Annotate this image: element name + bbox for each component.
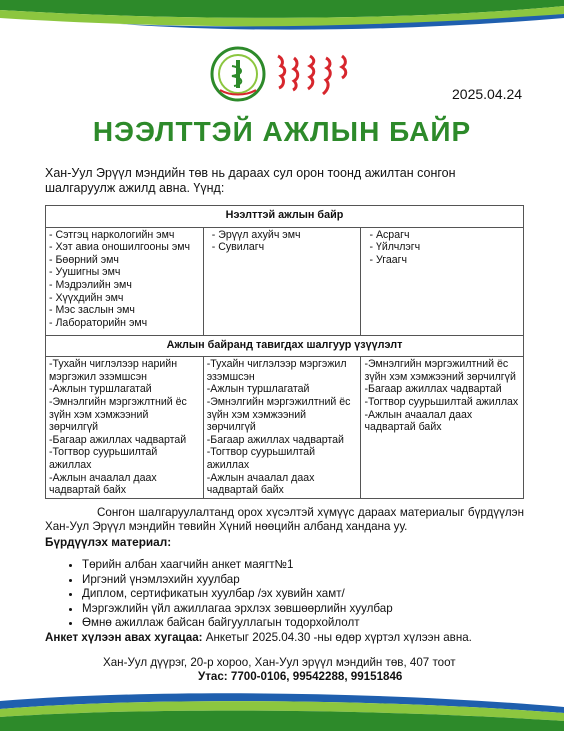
vacancies-header: Нээлттэй ажлын байр xyxy=(46,206,524,228)
page-title: НЭЭЛТТЭЙ АЖЛЫН БАЙР xyxy=(92,116,472,147)
material-item: • Төрийн албан хаагчийн анкет маягт№1 xyxy=(82,558,393,573)
requirement-item: -Ажлын туршлагатай xyxy=(206,383,310,396)
requirement-item: -Тогтвор суурьшилтай ажиллах xyxy=(206,446,316,471)
requirements-nurses xyxy=(203,357,361,499)
requirement-item: -Тухайн чиглэлээр нарийн мэргэжил эзэмшсэн xyxy=(49,358,178,383)
requirement-item: -Ажлын ачаалал даах чадвартай байх xyxy=(49,471,157,497)
positions-nurses xyxy=(203,227,361,335)
deadline-line xyxy=(45,631,472,644)
requirement-item: -Эмнэлгийн мэргэжилтний ёс зүйн хэм хэмжээний зөрчилгүй xyxy=(206,395,351,434)
requirement-item: -Тогтвор суурьшилтай ажиллах xyxy=(364,395,519,408)
requirement-item: -Багаар ажиллах чадвартай xyxy=(364,383,502,396)
requirement-item: -Ажлын ачаалал даах чадвартай байх xyxy=(364,408,473,434)
position-item: - Сувилагч xyxy=(211,241,265,254)
requirements-support xyxy=(361,357,524,499)
requirements-header: Ажлын байранд тавигдах шалгуур үзүүлэлт xyxy=(46,335,524,357)
position-item: - Хэт авиа оношилгооны эмч xyxy=(49,241,191,254)
document-date: 2025.04.24 xyxy=(452,86,523,102)
position-item: - Угаагч xyxy=(369,253,407,266)
intro-text: Хан-Уул Эрүүл мэндийн төв нь дараах сул орон тоонд ажилтан сонгон шалгаруулж ажилд авна. Үүнд: xyxy=(45,166,456,195)
requirement-item: -Эмнэлгийн мэргэжлтний ёс зүйн хэм хэмжээний зөрчилгүй xyxy=(49,395,187,434)
contact-address: Хан-Уул дүүрэг, 20-р хороо, Хан-Уул эрүүл мэндийн төв, 407 тоот xyxy=(103,656,456,669)
materials-label: Бүрдүүлэх материал: xyxy=(45,535,172,549)
clinic-logo xyxy=(210,46,266,102)
top-swoosh-decoration xyxy=(0,0,564,34)
materials-list xyxy=(66,558,393,631)
position-item: - Бөөрний эмч xyxy=(49,253,119,266)
requirements-doctors xyxy=(46,357,204,499)
deadline-text: Анкетыг 2025.04.30 -ны өдөр хүртэл хүлээн авна. xyxy=(202,631,472,644)
requirement-item: -Тухайн чиглэлээр мэргэжил эзэмшсэн xyxy=(206,358,347,383)
bottom-swoosh-decoration xyxy=(0,687,564,731)
position-item: - Үйлчлэгч xyxy=(369,241,421,254)
mongolian-script-logo xyxy=(272,52,356,108)
positions-doctors xyxy=(46,227,204,335)
requirement-item: -Ажлын туршлагатай xyxy=(49,383,152,396)
position-item: - Уушигны эмч xyxy=(49,266,121,279)
requirement-item: -Багаар ажиллах чадвартай xyxy=(206,433,344,446)
position-item: - Сэтгэц наркологийн эмч xyxy=(49,228,175,241)
position-item: - Эрүүл ахуйч эмч xyxy=(211,228,301,241)
material-item: • Мэргэжлийн үйл ажиллагаа эрхлэх зөвшөөрлийн хуулбар xyxy=(82,602,393,617)
vacancy-table xyxy=(45,205,524,499)
position-item: - Хүүхдийн эмч xyxy=(49,291,124,304)
contact-phone: Утас: 7700-0106, 99542288, 99151846 xyxy=(198,670,403,683)
deadline-label: Анкет хүлээн авах хугацаа: xyxy=(45,631,203,644)
requirement-item: -Эмнэлгийн мэргэжилтний ёс зүйн хэм хэмжээний зөрчилгүй xyxy=(364,358,516,383)
requirement-item: -Багаар ажиллах чадвартай xyxy=(49,433,187,446)
material-item: • Диплом, сертификатын хуулбар /эх хувийн хамт/ xyxy=(82,587,393,602)
position-item: - Лабораторийн эмч xyxy=(49,316,148,329)
position-item: - Мэдрэлийн эмч xyxy=(49,278,132,291)
requirement-item: -Ажлын ачаалал даах чадвартай байх xyxy=(206,471,315,497)
positions-support xyxy=(361,227,524,335)
material-item: • Иргэний үнэмлэхийн хуулбар xyxy=(82,573,393,588)
material-item: • Өмнө ажиллаж байсан байгууллагын тодорхойлолт xyxy=(82,616,393,631)
position-item: - Мэс заслын эмч xyxy=(49,304,135,317)
position-item: - Асрагч xyxy=(369,228,410,241)
requirement-item: -Тогтвор суурьшилтай ажиллах xyxy=(49,446,158,471)
application-paragraph: Сонгон шалгаруулалтанд орох хүсэлтэй хүмүүс дараах материалыг бүрдүүлэн Хан-Уул Эрүүл мэндийн төвийн Хүний нөөцийн албанд хандана уу. xyxy=(45,506,524,533)
